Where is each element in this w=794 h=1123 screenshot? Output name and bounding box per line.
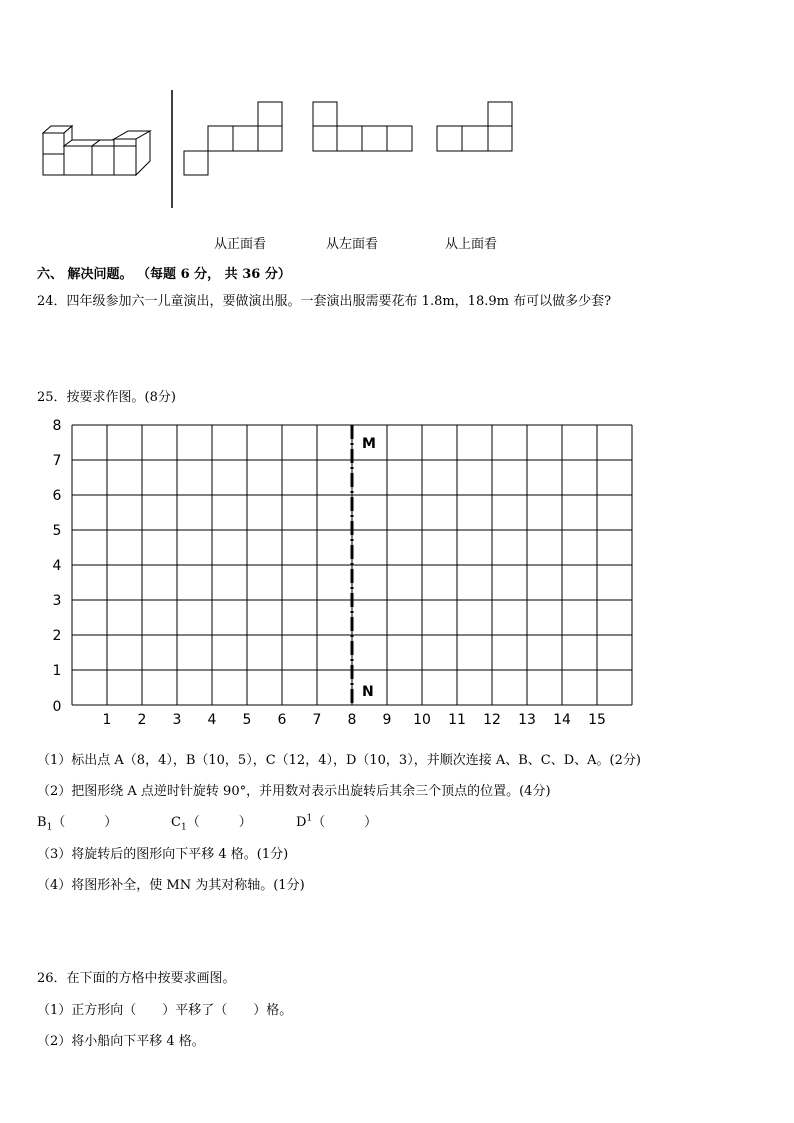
left-view [313,102,412,151]
question-25-title: 25．按要求作图。(8分) [37,390,176,405]
y-tick-label: 7 [52,453,62,469]
x-tick-label: 2 [137,712,147,728]
y-tick-label: 4 [52,558,62,574]
d1-blank[interactable]: （ ） [312,815,378,830]
c1-sub: 1 [180,822,187,833]
x-tick-label: 10 [413,712,431,728]
c1-label: C [171,815,181,830]
question-24: 24．四年级参加六一儿童演出，要做演出服。一套演出服需要花布 1.8m，18.9m 布可以做多少套? [37,294,612,309]
x-tick-label: 15 [588,712,606,728]
x-tick-label: 3 [172,712,182,728]
answer-b1 [37,811,117,833]
b1-sub: 1 [46,822,53,833]
answer-d1 [296,811,377,830]
x-tick-label: 4 [207,712,217,728]
b1-blank[interactable]: （ ） [52,815,118,830]
x-tick-label: 5 [242,712,252,728]
question-26-item-1: （1）正方形向（ ）平移了（ ）格。 [37,1003,293,1018]
view-label-top: 从上面看 [445,237,498,252]
question-25-item-3: （3）将旋转后的图形向下平移 4 格。(1分) [37,847,289,862]
x-tick-label: 9 [382,712,392,728]
y-tick-label: 1 [52,663,62,679]
origin-label: 0 [52,699,62,715]
x-tick-label: 6 [277,712,287,728]
view-label-left: 从左面看 [326,237,379,252]
y-tick-label: 2 [52,628,62,644]
label-m: M [362,436,376,452]
label-n: N [362,684,374,700]
question-26-item-2: （2）将小船向下平移 4 格。 [37,1034,205,1049]
section-title: 六、 解决问题。 （每题 6 分， 共 36 分） [37,267,291,282]
view-label-front: 从正面看 [214,237,267,252]
x-tick-label: 1 [102,712,112,728]
x-tick-label: 12 [483,712,501,728]
y-tick-label: 6 [52,488,62,504]
c1-blank[interactable]: （ ） [186,815,252,830]
y-tick-label: 5 [52,523,62,539]
x-tick-label: 14 [553,712,571,728]
d1-sup: 1 [306,813,313,824]
question-26-title: 26．在下面的方格中按要求画图。 [37,971,236,986]
top-view [437,102,512,151]
cube-stack-3d [43,126,150,175]
question-25-item-4: （4）将图形补全，使 MN 为其对称轴。(1分) [37,878,305,893]
coordinate-grid [0,410,794,730]
question-25-item-1: （1）标出点 A（8，4），B（10，5），C（12，4），D（10，3），并顺次连接 A、B、C、D、A。(2分) [37,753,641,768]
answer-c1 [171,811,252,833]
x-tick-label: 8 [347,712,357,728]
views-figure [0,0,794,220]
y-tick-label: 3 [52,593,62,609]
front-view [184,102,282,175]
x-tick-label: 7 [312,712,322,728]
b1-label: B [37,815,47,830]
d1-label: D [296,815,307,830]
y-tick-label: 8 [52,418,62,434]
x-tick-label: 13 [518,712,536,728]
x-tick-label: 11 [448,712,466,728]
question-25-item-2: （2）把图形绕 A 点逆时针旋转 90°，并用数对表示出旋转后其余三个顶点的位置。(4分) [37,784,551,799]
